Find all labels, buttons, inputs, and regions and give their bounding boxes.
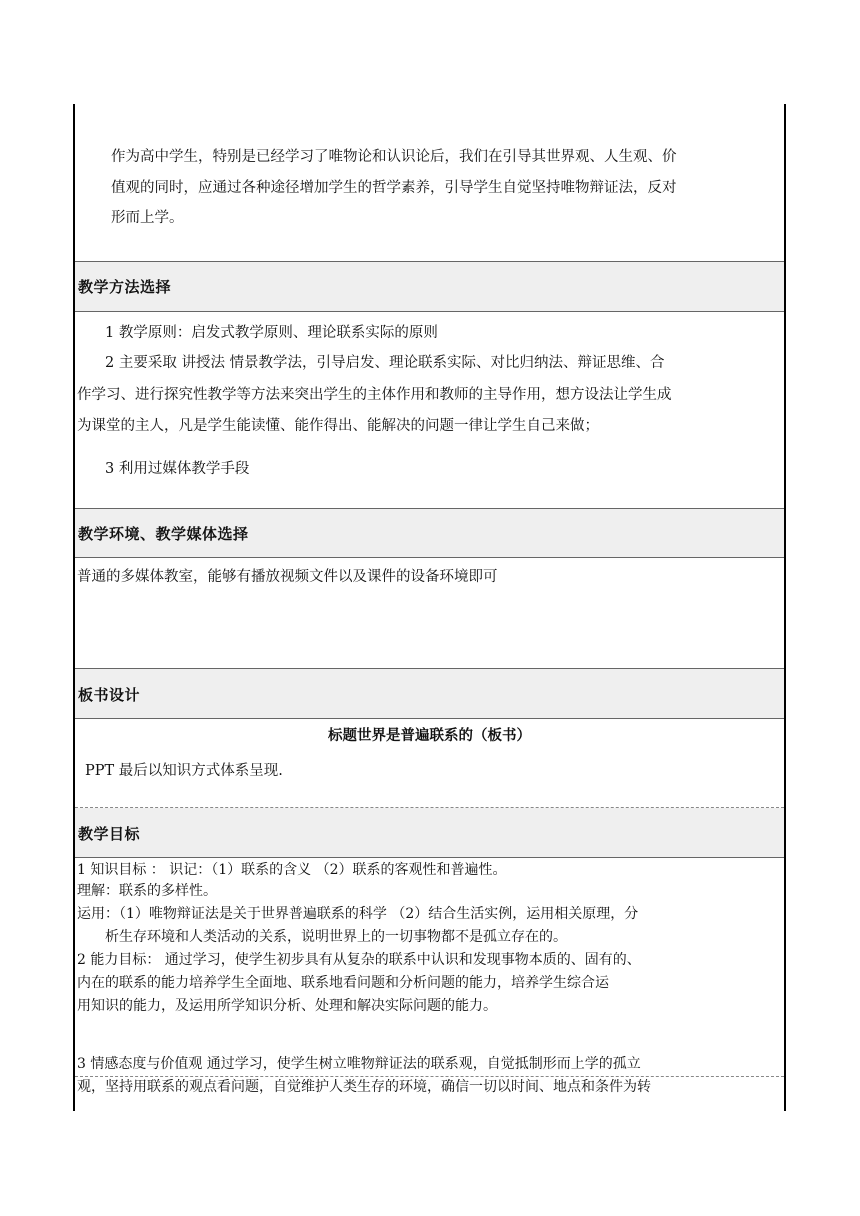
- media-line-1: 普通的多媒体教室，能够有播放视频文件以及课件的设备环境即可: [77, 569, 498, 585]
- board-line-1: PPT 最后以知识方式体系呈现.: [85, 763, 283, 779]
- board-heading: 标题世界是普遍联系的（板书）: [328, 728, 531, 744]
- lesson-plan-table: [73, 104, 786, 1111]
- methods-line-2: 2 主要采取 讲授法 情景教学法，引导启发、理论联系实际、对比归纳法、辩证思维、合: [105, 355, 665, 371]
- divider: [75, 557, 784, 558]
- intro-line-3: 形而上学。: [111, 210, 184, 226]
- divider: [75, 311, 784, 312]
- goals-line-3: 运用：（1）唯物辩证法是关于世界普遍联系的科学 （2）结合生活实例，运用相关原理，分: [77, 906, 639, 922]
- goals-line-6: 内在的联系的能力培养学生全面地、联系地看问题和分析问题的能力，培养学生综合运: [77, 975, 609, 991]
- section-title: 教学环境、教学媒体选择: [78, 525, 249, 543]
- goals-line-1: 1 知识目标 ： 识记：（1）联系的含义 （2）联系的客观性和普遍性。: [77, 862, 507, 878]
- section-header-methods: [75, 262, 784, 311]
- section-header-media: [75, 509, 784, 557]
- section-title: 教学方法选择: [78, 278, 172, 296]
- section-header-goals: [75, 808, 784, 857]
- goals-line-8: 3 情感态度与价值观 通过学习，使学生树立唯物辩证法的联系观，自觉抵制形而上学的孤立: [77, 1056, 641, 1072]
- goals-line-4: 析生存环境和人类活动的关系，说明世界上的一切事物都不是孤立存在的。: [105, 929, 567, 945]
- methods-line-3: 作学习、进行探究性教学等方法来突出学生的主体作用和教师的主导作用，想方设法让学生成: [77, 387, 672, 403]
- methods-line-4: 为课堂的主人，凡是学生能读懂、能作得出、能解决的问题一律让学生自己来做；: [77, 418, 599, 434]
- divider: [75, 1076, 784, 1077]
- divider: [75, 718, 784, 719]
- intro-line-1: 作为高中学生，特别是已经学习了唯物论和认识论后，我们在引导其世界观、人生观、价: [111, 149, 677, 165]
- goals-line-7: 用知识的能力，及运用所学知识分析、处理和解决实际问题的能力。: [77, 998, 497, 1014]
- goals-line-9: 观，坚持用联系的观点看问题，自觉维护人类生存的环境，确信一切以时间、地点和条件为转: [77, 1079, 651, 1095]
- methods-line-5: 3 利用过媒体教学手段: [105, 461, 250, 477]
- goals-line-2: 理解：联系的多样性。: [77, 883, 217, 899]
- section-title: 教学目标: [78, 825, 141, 843]
- divider: [75, 857, 784, 858]
- section-title: 板书设计: [78, 686, 141, 704]
- methods-line-1: 1 教学原则：启发式教学原则、理论联系实际的原则: [105, 325, 438, 341]
- goals-line-5: 2 能力目标： 通过学习，使学生初步具有从复杂的联系中认识和发现事物本质的、固有的、: [77, 952, 641, 968]
- intro-line-2: 值观的同时，应通过各种途径增加学生的哲学素养，引导学生自觉坚持唯物辩证法，反对: [111, 180, 677, 196]
- section-header-board: [75, 669, 784, 718]
